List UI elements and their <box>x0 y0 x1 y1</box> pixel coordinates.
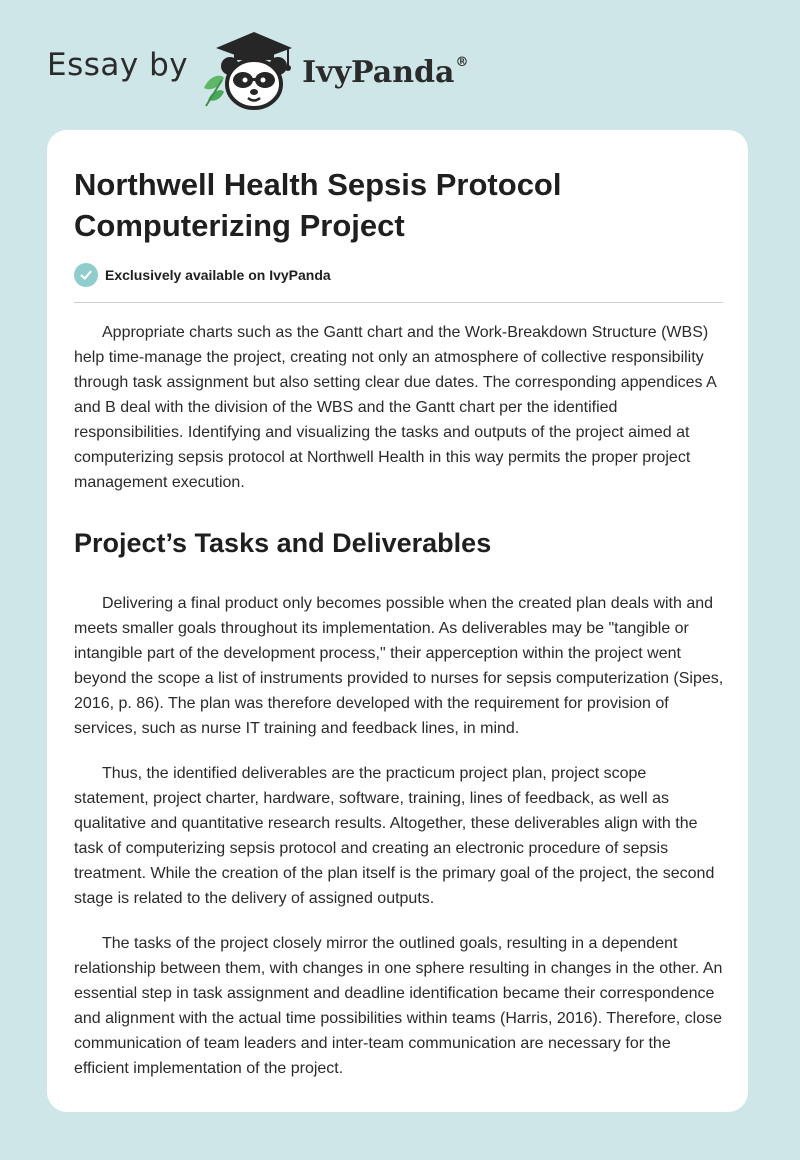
intro-paragraph: Appropriate charts such as the Gantt chart and the Work-Breakdown Structure (WBS) help time-manage the project, creating not only an atmosphere of collective responsibility through task assignment but also setting clear due dates. The corresponding appendices A and B deal with the division of the WBS and the Gantt chart per the identified responsibilities. Identifying and visualizing the tasks and outputs of the project aimed at computerizing sepsis protocol at Northwell Health in this way permits the proper project management execution. <box>74 324 716 491</box>
body-paragraph: The tasks of the project closely mirror the outlined goals, resulting in a dependent relationship between them, with changes in one sphere resulting in changes in the other. An essential step in task assignment and deadline identification became their correspondence and alignment with the actual time possibilities within teams (Harris, 2016). Therefore, close communication of team leaders and inter-team communication are necessary for the efficient implementation of the project. <box>74 935 723 1077</box>
essay-card <box>47 130 748 1112</box>
check-icon <box>74 263 98 287</box>
registered-mark: ® <box>455 55 469 70</box>
section-heading: Project’s Tasks and Deliverables <box>74 528 492 558</box>
site-header <box>47 28 547 113</box>
essay-by-label: Essay by <box>47 46 189 83</box>
page-title: Northwell Health Sepsis Protocol Computerizing Project <box>74 167 562 243</box>
divider <box>74 302 723 303</box>
essay-body <box>74 320 724 1081</box>
body-paragraph: Delivering a final product only becomes possible when the created plan deals with and meets smaller goals throughout its implementation. As deliverables may be "tangible or intangible part of the development process," their apperception within the project went beyond the scope a list of instruments provided to nurses for sepsis computerization (Sipes, 2016, p. 86). The plan was therefore developed with the requirement for provision of services, such as nurse IT training and feedback lines, in mind. <box>74 595 724 737</box>
exclusive-badge <box>74 263 331 287</box>
brand-logo-text[interactable]: IvyPanda® <box>302 55 469 90</box>
exclusive-label: Exclusively available on IvyPanda <box>105 267 331 283</box>
panda-graduate-icon[interactable] <box>202 30 296 112</box>
body-paragraph: Thus, the identified deliverables are the practicum project plan, project scope statement, project charter, hardware, software, training, lines of feedback, as well as qualitative and quantitative research results. Altogether, these deliverables align with the task of computerizing sepsis protocol and creating an electronic procedure of sepsis treatment. While the creation of the plan itself is the primary goal of the project, the second stage is related to the delivery of assigned outputs. <box>74 765 715 907</box>
